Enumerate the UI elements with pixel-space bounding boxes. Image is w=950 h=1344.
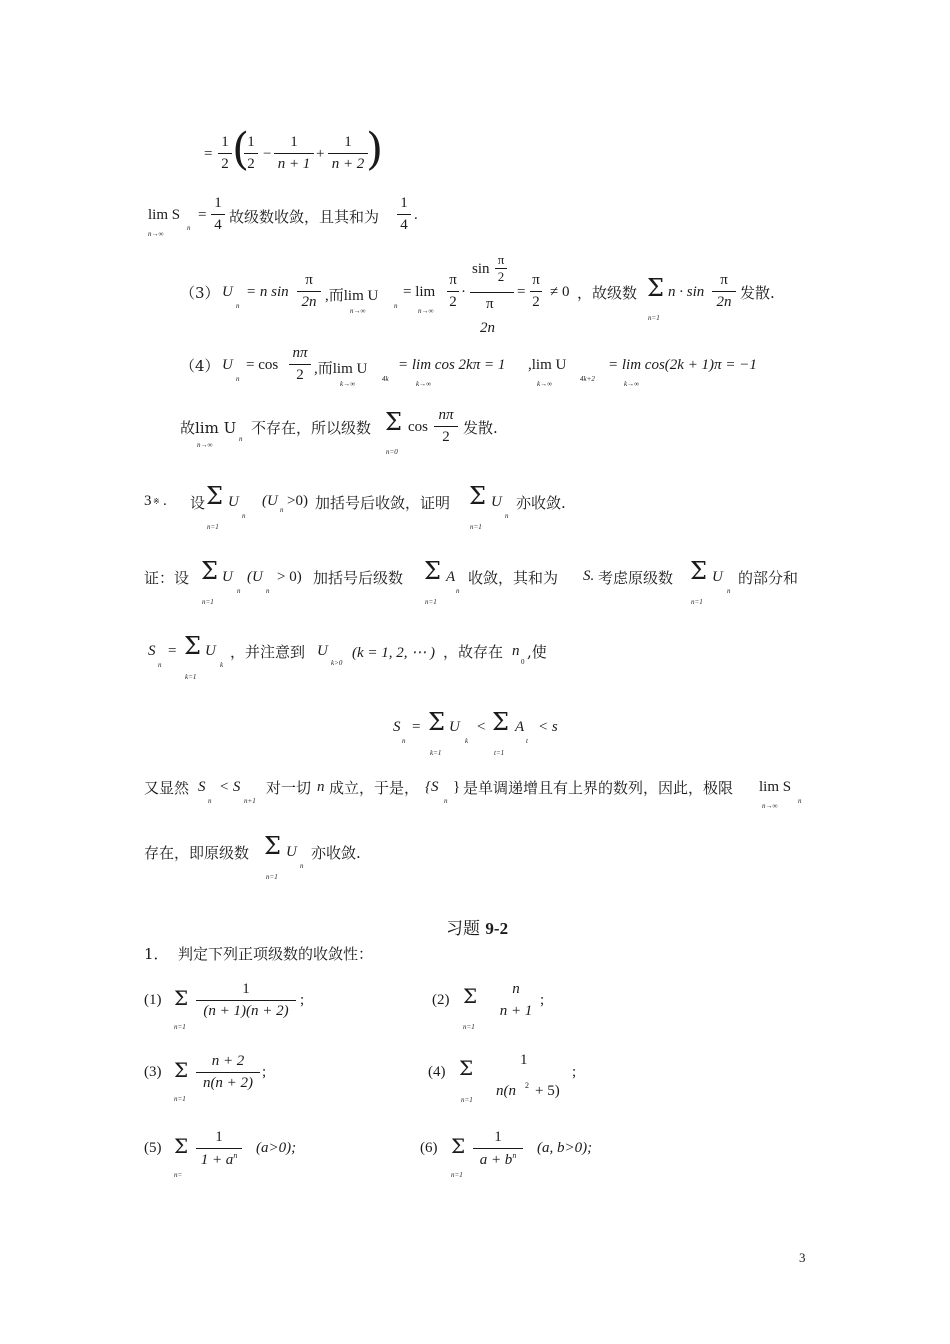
lim-text: lim S [148, 207, 181, 223]
plus-sign: + [316, 146, 325, 162]
fraction: n n + 1 [499, 981, 533, 1019]
mark-icon: ※ [153, 497, 160, 506]
limit-text: 故级数收敛，且其和为 [229, 208, 380, 226]
equals-sign: = [204, 146, 213, 162]
fraction-pi-2-b: π 2 [530, 272, 542, 311]
fraction-pi-2: π 2 [447, 272, 459, 311]
fraction-half: 1 2 [218, 134, 232, 173]
sigma-icon: Σ [647, 274, 664, 302]
subscript-n: n [187, 224, 191, 232]
sigma-icon: Σ [690, 557, 707, 585]
sigma-icon: Σ [492, 708, 509, 736]
sigma-icon: Σ [174, 1134, 189, 1158]
sigma-icon: Σ [206, 482, 223, 510]
fraction-pi-2n-b: π 2n [712, 272, 736, 311]
sigma-icon: Σ [424, 557, 441, 585]
question-number: 1． [144, 945, 169, 963]
fraction-npi-2: nπ 2 [434, 407, 458, 446]
left-paren: ( [232, 124, 250, 175]
fraction: n + 2 n(n + 2) [196, 1053, 260, 1092]
fraction-quarter-2: 1 4 [397, 195, 411, 234]
sigma-icon: Σ [184, 632, 201, 660]
sigma-icon: Σ [459, 1056, 474, 1080]
sigma-icon: Σ [385, 408, 402, 436]
problem-number: 3 [144, 493, 152, 509]
sigma-icon: Σ [174, 1058, 189, 1082]
big-fraction-bar [470, 292, 514, 293]
fraction: 1 (n + 1)(n + 2) [196, 981, 296, 1020]
item-label: （3） [180, 284, 220, 302]
minus-sign: − [263, 146, 272, 162]
right-paren: ) [366, 124, 384, 175]
item-label: （4） [180, 357, 220, 375]
page-number: 3 [799, 1250, 806, 1265]
question-text: 判定下列正项级数的收敛性： [178, 945, 374, 963]
fraction-pi-2n: π 2n [297, 272, 321, 311]
sigma-icon: Σ [174, 986, 189, 1010]
sigma-icon: Σ [469, 482, 486, 510]
fraction: 1 $1 + a^n$ [196, 1129, 242, 1169]
fraction-inner-pi-2: π 2 [495, 252, 507, 285]
lim-subscript: n→∞ [148, 230, 164, 238]
sigma-icon: Σ [428, 708, 445, 736]
fraction-quarter: 1 4 [211, 195, 225, 234]
section-title: 习题 9-2 [446, 919, 509, 939]
fraction-p1: 1 2 [244, 134, 258, 173]
fraction-p3: 1 n + 2 [328, 134, 368, 173]
sigma-icon: Σ [201, 557, 218, 585]
fraction: 1 $a + b^n$ [473, 1129, 523, 1169]
fraction-p2: 1 n + 1 [274, 134, 314, 173]
sigma-icon: Σ [451, 1134, 466, 1158]
sigma-icon: Σ [264, 832, 281, 860]
equals-sign: = [198, 207, 207, 223]
fraction-npi-2: nπ 2 [289, 345, 311, 384]
sigma-icon: Σ [463, 984, 478, 1008]
